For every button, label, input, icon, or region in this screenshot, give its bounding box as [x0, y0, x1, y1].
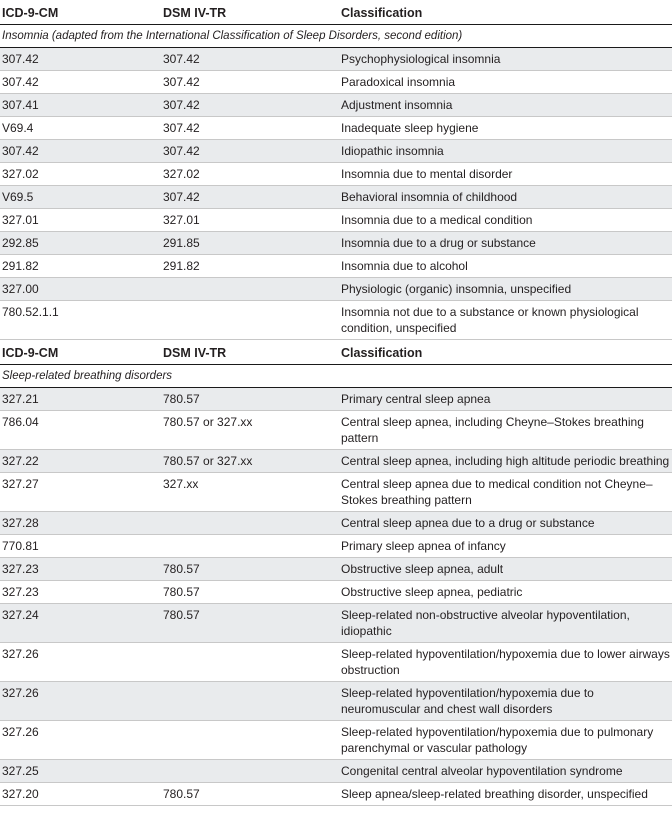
cell-dsm-code: 780.57	[161, 558, 339, 581]
cell-icd-code: 327.28	[0, 512, 161, 535]
section-title-row	[0, 365, 672, 388]
cell-icd-code: 327.02	[0, 163, 161, 186]
cell-icd-code: 327.26	[0, 721, 161, 760]
table-row	[0, 473, 672, 512]
cell-classification: Primary central sleep apnea	[339, 388, 672, 411]
cell-dsm-code: 307.42	[161, 117, 339, 140]
table-row	[0, 163, 672, 186]
cell-icd-code: 291.82	[0, 255, 161, 278]
cell-icd-code: 307.41	[0, 94, 161, 117]
cell-icd-code: 770.81	[0, 535, 161, 558]
table-row	[0, 535, 672, 558]
cell-dsm-code: 307.42	[161, 186, 339, 209]
table-row	[0, 604, 672, 643]
cell-icd-code: 307.42	[0, 48, 161, 71]
table-row	[0, 581, 672, 604]
table-row	[0, 512, 672, 535]
table-row	[0, 450, 672, 473]
cell-dsm-code	[161, 301, 339, 340]
cell-dsm-code: 780.57	[161, 388, 339, 411]
cell-icd-code: 327.24	[0, 604, 161, 643]
cell-classification: Sleep-related hypoventilation/hypoxemia due to lower airways obstruction	[339, 643, 672, 682]
table-row	[0, 209, 672, 232]
cell-classification: Inadequate sleep hygiene	[339, 117, 672, 140]
cell-classification: Central sleep apnea, including high altitude periodic breathing	[339, 450, 672, 473]
header-icd: ICD-9-CM	[0, 340, 161, 365]
cell-classification: Insomnia due to alcohol	[339, 255, 672, 278]
table-row	[0, 71, 672, 94]
column-header-row	[0, 340, 672, 365]
table-row	[0, 255, 672, 278]
table-row	[0, 117, 672, 140]
cell-classification: Obstructive sleep apnea, pediatric	[339, 581, 672, 604]
table-row	[0, 48, 672, 71]
cell-dsm-code: 327.xx	[161, 473, 339, 512]
table-row	[0, 94, 672, 117]
table-row	[0, 783, 672, 806]
cell-classification: Idiopathic insomnia	[339, 140, 672, 163]
cell-dsm-code: 307.42	[161, 140, 339, 163]
cell-classification: Insomnia due to a medical condition	[339, 209, 672, 232]
cell-icd-code: 327.22	[0, 450, 161, 473]
header-dsm: DSM IV-TR	[161, 340, 339, 365]
table-row	[0, 186, 672, 209]
cell-classification: Sleep apnea/sleep-related breathing disorder, unspecified	[339, 783, 672, 806]
cell-classification: Central sleep apnea, including Cheyne–Stokes breathing pattern	[339, 411, 672, 450]
cell-icd-code: 327.01	[0, 209, 161, 232]
section-title: Sleep-related breathing disorders	[0, 365, 339, 388]
cell-icd-code: 786.04	[0, 411, 161, 450]
table-row	[0, 278, 672, 301]
cell-dsm-code: 780.57 or 327.xx	[161, 411, 339, 450]
table-row	[0, 760, 672, 783]
cell-dsm-code: 307.42	[161, 94, 339, 117]
table-row	[0, 411, 672, 450]
cell-classification: Adjustment insomnia	[339, 94, 672, 117]
cell-dsm-code	[161, 760, 339, 783]
cell-icd-code: 327.00	[0, 278, 161, 301]
cell-classification: Sleep-related hypoventilation/hypoxemia due to neuromuscular and chest wall disorders	[339, 682, 672, 721]
cell-dsm-code: 307.42	[161, 71, 339, 94]
column-header-row	[0, 0, 672, 25]
cell-icd-code: 292.85	[0, 232, 161, 255]
cell-classification: Paradoxical insomnia	[339, 71, 672, 94]
cell-classification: Insomnia due to mental disorder	[339, 163, 672, 186]
cell-dsm-code: 327.01	[161, 209, 339, 232]
cell-dsm-code	[161, 682, 339, 721]
section-title-row	[0, 25, 672, 48]
cell-dsm-code: 780.57	[161, 604, 339, 643]
cell-classification: Behavioral insomnia of childhood	[339, 186, 672, 209]
cell-dsm-code	[161, 278, 339, 301]
cell-icd-code: 327.26	[0, 682, 161, 721]
cell-classification: Sleep-related non-obstructive alveolar hypoventilation, idiopathic	[339, 604, 672, 643]
cell-classification: Obstructive sleep apnea, adult	[339, 558, 672, 581]
section-title: Insomnia (adapted from the International Classification of Sleep Disorders, second edition)	[0, 25, 672, 48]
cell-dsm-code	[161, 535, 339, 558]
table-row	[0, 232, 672, 255]
table-row	[0, 721, 672, 760]
cell-icd-code: 327.23	[0, 581, 161, 604]
cell-icd-code: 780.52.1.1	[0, 301, 161, 340]
cell-dsm-code	[161, 643, 339, 682]
cell-icd-code: 307.42	[0, 140, 161, 163]
cell-icd-code: 327.20	[0, 783, 161, 806]
cell-icd-code: V69.5	[0, 186, 161, 209]
header-icd: ICD-9-CM	[0, 0, 161, 25]
cell-dsm-code: 780.57	[161, 581, 339, 604]
cell-classification: Insomnia not due to a substance or known physiological condition, unspecified	[339, 301, 672, 340]
table-row	[0, 140, 672, 163]
table-row	[0, 301, 672, 340]
cell-dsm-code: 291.85	[161, 232, 339, 255]
header-classification: Classification	[339, 0, 672, 25]
table-row	[0, 558, 672, 581]
cell-classification: Physiologic (organic) insomnia, unspecified	[339, 278, 672, 301]
cell-icd-code: 327.27	[0, 473, 161, 512]
cell-icd-code: 327.25	[0, 760, 161, 783]
cell-dsm-code: 780.57 or 327.xx	[161, 450, 339, 473]
cell-icd-code: V69.4	[0, 117, 161, 140]
cell-dsm-code	[161, 721, 339, 760]
cell-classification: Insomnia due to a drug or substance	[339, 232, 672, 255]
cell-dsm-code: 307.42	[161, 48, 339, 71]
header-classification: Classification	[339, 340, 672, 365]
cell-classification: Psychophysiological insomnia	[339, 48, 672, 71]
cell-classification: Central sleep apnea due to medical condition not Cheyne–Stokes breathing pattern	[339, 473, 672, 512]
header-dsm: DSM IV-TR	[161, 0, 339, 25]
cell-icd-code: 307.42	[0, 71, 161, 94]
cell-dsm-code: 780.57	[161, 783, 339, 806]
table-row	[0, 682, 672, 721]
cell-classification: Primary sleep apnea of infancy	[339, 535, 672, 558]
cell-dsm-code: 327.02	[161, 163, 339, 186]
table-row	[0, 643, 672, 682]
cell-dsm-code	[161, 512, 339, 535]
section-title-spacer	[339, 365, 672, 388]
cell-icd-code: 327.23	[0, 558, 161, 581]
table-row	[0, 388, 672, 411]
cell-classification: Central sleep apnea due to a drug or substance	[339, 512, 672, 535]
cell-icd-code: 327.26	[0, 643, 161, 682]
cell-classification: Sleep-related hypoventilation/hypoxemia due to pulmonary parenchymal or vascular pathology	[339, 721, 672, 760]
cell-dsm-code: 291.82	[161, 255, 339, 278]
cell-icd-code: 327.21	[0, 388, 161, 411]
cell-classification: Congenital central alveolar hypoventilation syndrome	[339, 760, 672, 783]
